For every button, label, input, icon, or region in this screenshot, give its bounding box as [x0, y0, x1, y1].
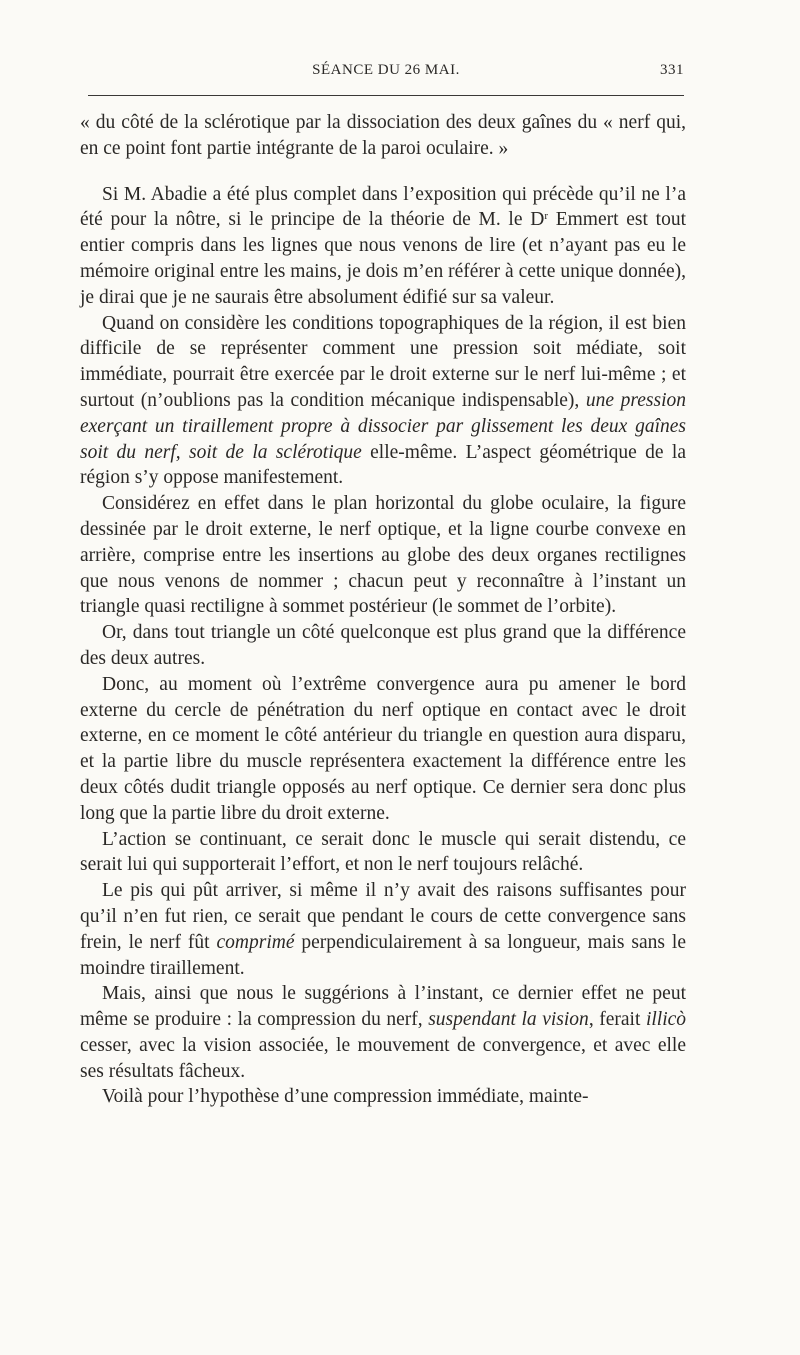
- text-run: Emmert est tout entier compris dans les lignes que nous venons de lire (et n’ayant pas eu le mémoire original entre les mains, je dois m’en référer à cette unique donnée), je dirai que je ne saurais être absolument édifié sur sa valeur.: [80, 209, 686, 308]
- paragraph: Considérez en effet dans le plan horizontal du globe oculaire, la figure dessinée par le droit externe, le nerf optique, et la ligne courbe convexe en arrière, comprise entre les insertions au globe des deux organes rectilignes que nous venons de nommer ; chacun peut y reconnaître à l’instant un triangle quasi rectiligne à sommet postérieur (le sommet de l’orbite).: [80, 493, 686, 618]
- paragraph: [80, 182, 686, 311]
- paragraph: Or, dans tout triangle un côté quelconque est plus grand que la différence des deux autres.: [80, 622, 686, 669]
- page-header: [88, 62, 684, 84]
- text-run: Mais, ainsi que nous le suggérions à l’instant, ce dernier effet ne peut même se produire : la compression du nerf,: [80, 983, 686, 1031]
- text-run: Si M. Abadie a été plus complet dans l’exposition qui précède qu’il ne l’a été pour la nôtre, si le principe de la théorie de M. le D: [80, 183, 686, 231]
- italic-run: suspendant la vision: [428, 1009, 589, 1031]
- paragraph: L’action se continuant, ce serait donc le muscle qui serait distendu, ce serait lui qui supporterait l’effort, et non le nerf toujours relâché.: [80, 828, 686, 876]
- paragraph: Donc, au moment où l’extrême convergence aura pu amener le bord externe du cercle de pénétration du nerf optique en contact avec le droit externe, en ce moment le côté antérieur du triangle en question aura disparu, et la partie libre du muscle représentera exactement la différence entre les deux côtés dudit triangle opposés au nerf optique. Ce dernier sera donc plus long que la partie libre du droit externe.: [80, 673, 686, 824]
- paragraph: [80, 981, 686, 1084]
- text-run: Le pis qui pût arriver, si même il n’y avait des raisons suffisantes pour qu’il n’en fut rien, ce serait que pendant le cours de cette convergence sans frein, le nerf fût: [80, 880, 686, 953]
- text-run: Quand on considère les conditions topographiques de la région, il est bien difficile de se représenter comment une pression soit médiate, soit immédiate, pourrait être exercée par le droit externe sur le nerf lui-même ; et surtout (n’oublions pas la condition mécanique indispensable),: [80, 312, 686, 411]
- italic-run: illicò: [645, 1009, 687, 1031]
- text-run: cesser, avec la vision associée, le mouvement de convergence, et avec elle ses résultats fâcheux.: [80, 1034, 686, 1082]
- text-run: perpendiculairement à sa longueur, mais sans le moindre tiraillement.: [80, 931, 686, 979]
- quote-paragraph: « du côté de la sclérotique par la dissociation des deux gaînes du « nerf qui, en ce point font partie intégrante de la paroi oculaire. »: [80, 112, 686, 159]
- paragraph: [80, 878, 686, 981]
- header-rule: [88, 95, 684, 96]
- text-run: elle-même. L’aspect géométrique de la région s’y oppose manifestement.: [80, 441, 686, 489]
- paragraph-spacer: [80, 162, 686, 182]
- superscript: r: [544, 210, 548, 223]
- paragraph: [80, 311, 686, 492]
- body-text: [80, 110, 686, 1110]
- italic-run: comprimé: [216, 931, 295, 953]
- running-title: SÉANCE DU 26 MAI.: [312, 62, 460, 78]
- page-number: 331: [660, 62, 684, 78]
- text-run: , ferait: [588, 1009, 646, 1031]
- italic-run: une pression exerçant un tiraillement propre à dissocier par glissement les deux gaînes soit du nerf, soit de la sclérotique: [80, 389, 686, 463]
- paragraph: Voilà pour l’hypothèse d’une compression immédiate, mainte-: [102, 1086, 589, 1108]
